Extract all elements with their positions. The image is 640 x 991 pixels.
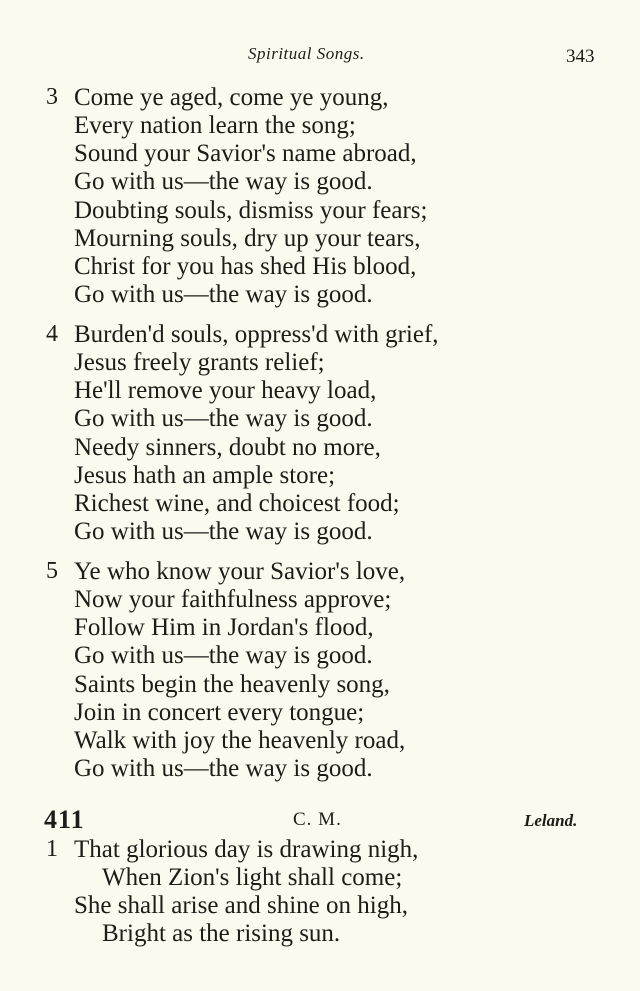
page-number: 343: [566, 46, 595, 67]
verse-line: Go with us—the way is good.: [74, 518, 373, 545]
verse-line: Ye who know your Savior's love,: [74, 558, 406, 585]
verse-line: Jesus freely grants relief;: [74, 349, 325, 376]
verse-line: Sound your Savior's name abroad,: [74, 140, 417, 167]
verse-line: That glorious day is drawing nigh,: [74, 836, 419, 863]
verse-line: Go with us—the way is good.: [74, 281, 373, 308]
hymn-author: Leland.: [524, 811, 578, 830]
verse-line: Doubting souls, dismiss your fears;: [74, 197, 428, 224]
stanza-number: 3: [46, 84, 58, 110]
verse-line: Come ye aged, come ye young,: [74, 84, 389, 111]
stanza-number: 5: [46, 558, 58, 584]
verse-line: She shall arise and shine on high,: [74, 892, 408, 919]
verse-line: Walk with joy the heavenly road,: [74, 727, 406, 754]
verse-line: Richest wine, and choicest food;: [74, 490, 400, 517]
verse-line: Every nation learn the song;: [74, 112, 356, 139]
hymn-meter: C. M.: [293, 809, 342, 830]
verse-line: Christ for you has shed His blood,: [74, 253, 417, 280]
verse-line: Go with us—the way is good.: [74, 168, 373, 195]
verse-line: Follow Him in Jordan's flood,: [74, 614, 374, 641]
stanza-number: 4: [46, 321, 58, 347]
verse-line: Saints begin the heavenly song,: [74, 671, 390, 698]
verse-line: Go with us—the way is good.: [74, 642, 373, 669]
stanza-number: 1: [46, 836, 58, 862]
hymn-411-heading: [0, 805, 640, 835]
verse-line: Jesus hath an ample store;: [74, 462, 336, 489]
verse-line: Burden'd souls, oppress'd with grief,: [74, 321, 439, 348]
verse-line: Bright as the rising sun.: [102, 920, 341, 947]
running-title: Spiritual Songs.: [248, 44, 365, 63]
verse-line: Go with us—the way is good.: [74, 405, 373, 432]
verse-line: Mourning souls, dry up your tears,: [74, 225, 421, 252]
verse-line: Now your faithfulness approve;: [74, 586, 392, 613]
verse-line: Go with us—the way is good.: [74, 755, 373, 782]
verse-line: Needy sinners, doubt no more,: [74, 434, 381, 461]
page-header: [0, 44, 640, 70]
verse-line: Join in concert every tongue;: [74, 699, 365, 726]
verse-line: He'll remove your heavy load,: [74, 377, 377, 404]
hymn-number: 411: [44, 805, 85, 834]
verse-line: When Zion's light shall come;: [102, 864, 403, 891]
